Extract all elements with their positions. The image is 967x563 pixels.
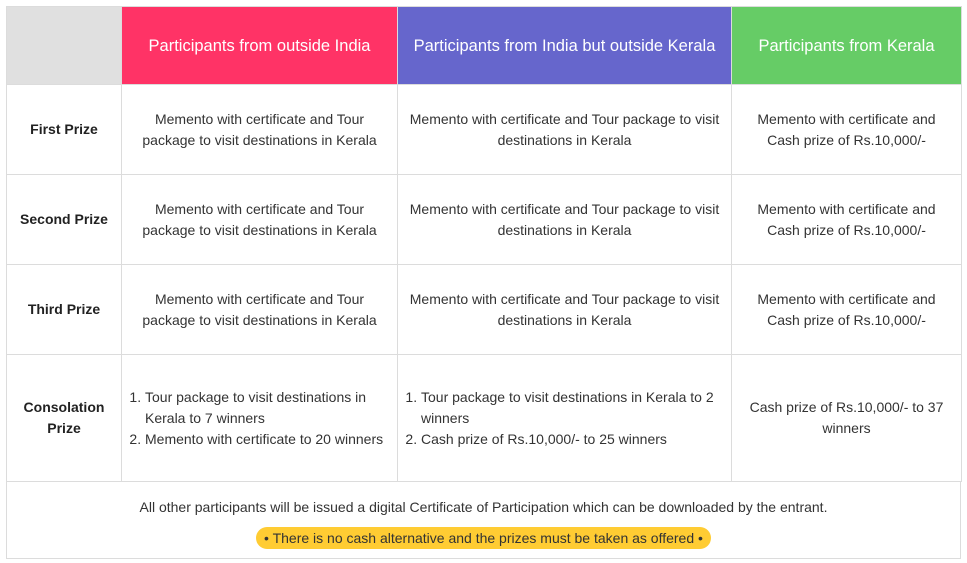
bullet-icon: •: [264, 530, 269, 546]
consolation-list-india-outside-kerala: [404, 387, 723, 450]
table-cell: Memento with certificate and Tour package to visit destinations in Kerala: [122, 85, 398, 175]
table-row-second-prize: [7, 175, 962, 265]
list-item: 1. Tour package to visit destinations in Kerala to 7 winners: [145, 387, 389, 429]
header-india-outside-kerala: Participants from India but outside Kerala: [398, 7, 732, 85]
header-corner-cell: [7, 7, 122, 85]
header-outside-india: Participants from outside India: [122, 7, 398, 85]
table-row-consolation-prize: [7, 355, 962, 482]
table-row-first-prize: [7, 85, 962, 175]
notice-text: There is no cash alternative and the prizes must be taken as offered: [272, 530, 695, 546]
table-row-third-prize: [7, 265, 962, 355]
table-cell: [398, 355, 732, 482]
table-cell: [122, 355, 398, 482]
notice-badge: [256, 527, 711, 549]
list-item: 2. Memento with certificate to 20 winners: [145, 429, 389, 450]
list-item: 1. Tour package to visit destinations in Kerala to 2 winners: [421, 387, 723, 429]
table-cell: Cash prize of Rs.10,000/- to 37 winners: [732, 355, 962, 482]
row-label: Consolation Prize: [7, 355, 122, 482]
table-cell: Memento with certificate and Cash prize of Rs.10,000/-: [732, 265, 962, 355]
list-item: 2. Cash prize of Rs.10,000/- to 25 winners: [421, 429, 723, 450]
bullet-icon: •: [698, 530, 703, 546]
prize-table: [6, 6, 962, 482]
table-cell: Memento with certificate and Tour package to visit destinations in Kerala: [398, 85, 732, 175]
table-header-row: [7, 7, 962, 85]
table-cell: Memento with certificate and Tour package to visit destinations in Kerala: [122, 175, 398, 265]
table-cell: Memento with certificate and Cash prize of Rs.10,000/-: [732, 175, 962, 265]
table-cell: Memento with certificate and Tour package to visit destinations in Kerala: [398, 265, 732, 355]
table-cell: Memento with certificate and Cash prize of Rs.10,000/-: [732, 85, 962, 175]
consolation-list-outside-india: [128, 387, 389, 450]
footer-note: [6, 482, 961, 559]
header-kerala: Participants from Kerala: [732, 7, 962, 85]
table-cell: Memento with certificate and Tour package to visit destinations in Kerala: [122, 265, 398, 355]
row-label: Third Prize: [7, 265, 122, 355]
footer-text: All other participants will be issued a digital Certificate of Participation which can be downloaded by the entrant.: [139, 499, 828, 515]
row-label: Second Prize: [7, 175, 122, 265]
row-label: First Prize: [7, 85, 122, 175]
table-cell: Memento with certificate and Tour package to visit destinations in Kerala: [398, 175, 732, 265]
prize-section: [6, 6, 961, 559]
